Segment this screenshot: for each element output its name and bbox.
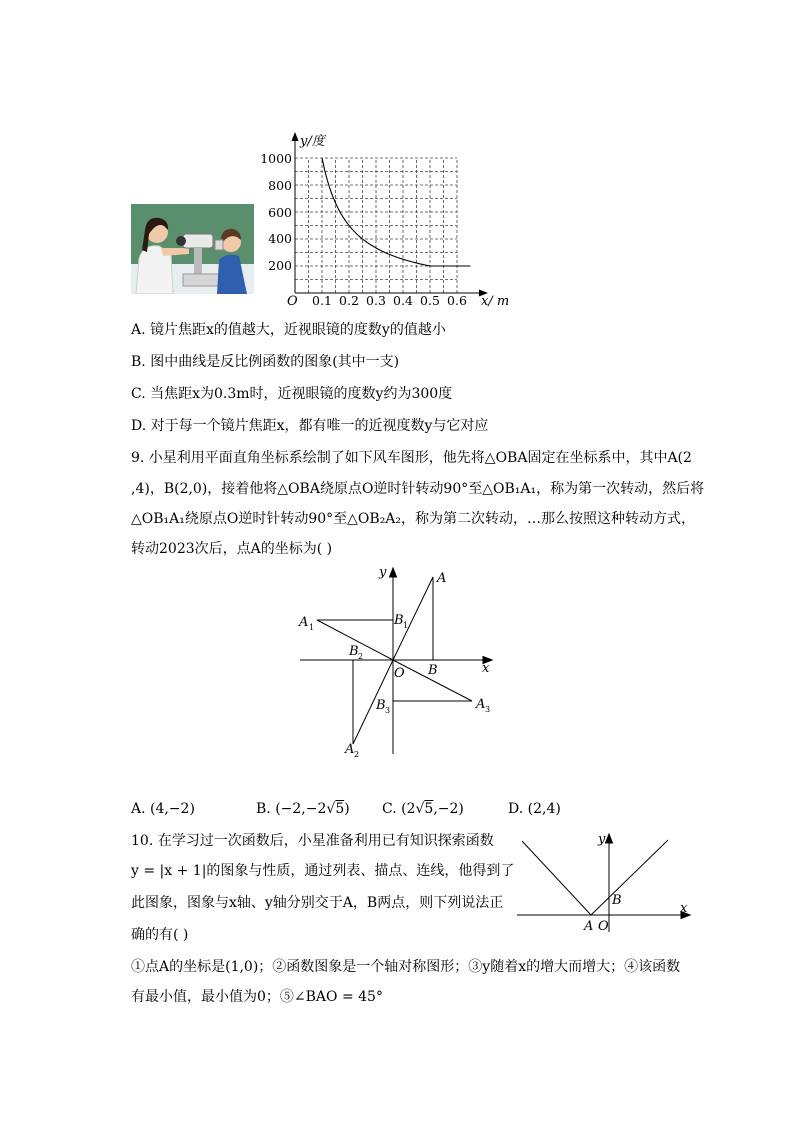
y-tick-label: 1000 (260, 151, 292, 166)
q8-option-c: C. 当焦距x为0.3m时，近视眼镜的度数y约为300度 (131, 386, 453, 402)
x-tick-label: 0.6 (447, 293, 467, 308)
x-tick-label: 0.3 (366, 293, 386, 308)
svg-text:B: B (394, 613, 404, 628)
q10-text-line-5: ①点A的坐标是(1,0)；②函数图象是一个轴对称图形；③y随着x的增大而增大；④该函数 (131, 959, 681, 975)
eye-exam-illustration (131, 204, 254, 294)
q8-option-a: A. 镜片焦距x的值越大，近视眼镜的度数y的值越小 (131, 322, 446, 338)
x-tick-label: 0.1 (312, 293, 332, 308)
point-b3-label (375, 698, 390, 715)
x-tick-label: 0.4 (393, 293, 413, 308)
point-a3-label (475, 697, 490, 714)
svg-text:1: 1 (403, 621, 409, 630)
x-axis-label: x (680, 901, 688, 916)
y-tick-label: 200 (268, 258, 292, 273)
y-axis-arrow (606, 834, 613, 843)
x-axis-label: x (482, 661, 490, 676)
origin-label: O (394, 666, 405, 681)
x-tick-label: 0.2 (339, 293, 359, 308)
svg-text:B: B (376, 698, 386, 713)
svg-text:1: 1 (309, 623, 315, 632)
svg-text:B: B (349, 644, 359, 659)
svg-text:2: 2 (354, 750, 360, 759)
point-b-label: B (428, 663, 438, 678)
y-axis-label: y (598, 832, 606, 847)
function-curve (522, 840, 668, 915)
svg-text:3: 3 (485, 705, 491, 714)
myopia-degree-chart (260, 128, 520, 310)
x-tick-label: 0.5 (420, 293, 440, 308)
y-axis-arrow (292, 132, 299, 141)
chart-grid (295, 158, 457, 293)
q9-text-line-3: △OB₁A₁绕原点O逆时针转动90°至△OB₂A₂，称为第二次转动，…那么按照这种转动方式， (131, 511, 696, 527)
point-a-label: A (437, 571, 447, 586)
x-axis-label: x/ m (481, 294, 510, 309)
svg-text:3: 3 (385, 706, 391, 715)
q9-option-d: D. (2,4) (508, 801, 561, 817)
q10-text-line-6: 有最小值，最小值为0；⑤∠BAO = 45° (131, 989, 383, 1005)
x-tick-labels (312, 293, 467, 308)
svg-text:A: A (345, 742, 355, 757)
q8-option-d: D. 对于每一个镜片焦距x，都有唯一的近视度数y与它对应 (131, 418, 489, 434)
q10-text-line-3: 此图象，图象与x轴、y轴分别交于A，B两点，则下列说法正 (131, 895, 504, 911)
q9-text-line-4: 转动2023次后，点A的坐标为( ) (131, 541, 333, 557)
point-b-label: B (612, 893, 622, 908)
y-axis-label: y/度 (300, 134, 325, 149)
triangle-ob2a2 (353, 660, 393, 744)
y-tick-labels (260, 151, 292, 273)
point-a1-label (298, 615, 314, 632)
point-b2-label (348, 644, 363, 661)
q9-option-c: C. (2√5,−2) (382, 801, 464, 817)
q9-option-b: B. (−2,−2√5) (256, 801, 350, 817)
windmill-figure (290, 562, 500, 762)
q9-text-line-2: ,4)，B(2,0)，接着他将△OBA绕原点O逆时针转动90°至△OB₁A₁，称为第一次转动，然后将 (131, 481, 705, 497)
origin-label: O (598, 919, 609, 934)
y-tick-label: 600 (268, 205, 292, 220)
y-tick-label: 800 (268, 178, 292, 193)
point-b1-label (393, 613, 408, 630)
origin-label: O (287, 294, 298, 309)
point-a-label: A (584, 919, 594, 934)
svg-text:A: A (476, 697, 486, 712)
svg-text:2: 2 (358, 652, 364, 661)
point-a2-label (344, 742, 359, 759)
sqrt-symbol: √ (415, 801, 425, 817)
sqrt-symbol: √ (326, 801, 336, 817)
y-tick-label: 400 (268, 231, 292, 246)
q8-option-b: B. 图中曲线是反比例函数的图象(其中一支) (131, 354, 400, 370)
y-axis-label: y (379, 565, 387, 580)
q9-text-line-1: 9. 小星利用平面直角坐标系绘制了如下风车图形，他先将△OBA固定在坐标系中，其中A(2 (131, 450, 692, 466)
q10-text-line-4: 确的有( ) (131, 927, 189, 943)
q9-option-a: A. (4,−2) (131, 801, 195, 817)
q10-text-line-1: 10. 在学习过一次函数后，小星准备利用已有知识探索函数 (131, 833, 494, 849)
q10-text-line-2: y = |x + 1|的图象与性质，通过列表、描点、连线，他得到了 (131, 863, 515, 879)
svg-text:A: A (299, 615, 309, 630)
y-axis-arrow (390, 568, 397, 577)
abs-function-graph (512, 826, 692, 936)
